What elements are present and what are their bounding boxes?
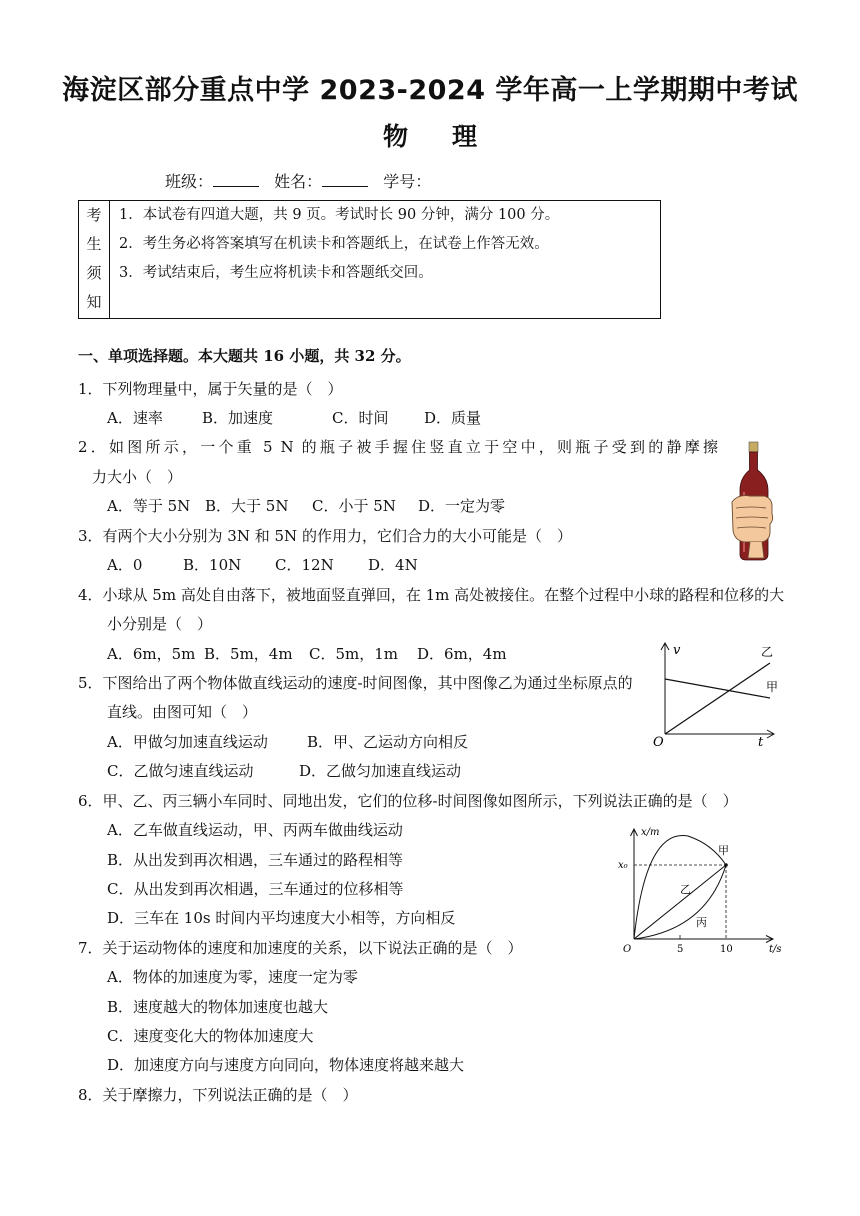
question-7-stem: 7．关于运动物体的速度和加速度的关系，以下说法正确的是（ ）	[78, 939, 523, 957]
velocity-time-graph	[648, 638, 782, 748]
t-axis-label: t/s	[769, 944, 782, 955]
wine-bottle-in-hand-icon	[724, 436, 784, 564]
notice-side-char: 考	[86, 206, 102, 224]
option-d[interactable]: D．三车在 10s 时间内平均速度大小相等，方向相反	[107, 909, 456, 927]
line-yi-label: 乙	[680, 883, 691, 896]
question-3-options	[107, 554, 418, 575]
v-axis-label: v	[673, 643, 681, 658]
exam-title: 海淀区部分重点中学 2023-2024 学年高一上学期期中考试	[62, 75, 798, 106]
question-2-stem-line2: 力大小（ ）	[92, 468, 183, 486]
notice-items	[119, 204, 559, 291]
question-5-options-row2	[107, 760, 461, 781]
name-label: 姓名：	[274, 172, 323, 191]
option-a[interactable]: A．甲做匀加速直线运动	[107, 733, 268, 751]
notice-side-char: 须	[86, 264, 102, 282]
option-c[interactable]: C．乙做匀速直线运动	[107, 762, 254, 780]
class-label: 班级：	[165, 172, 214, 191]
option-d[interactable]: D．质量	[424, 409, 482, 427]
question-4-stem-line1: 4．小球从 5m 高处自由落下，被地面竖直弹回，在 1m 高处被接住。在整个过程中小球的路程和位移的大	[78, 586, 785, 604]
origin-label: O	[653, 735, 664, 748]
line-jia-label: 甲	[766, 680, 779, 694]
option-d[interactable]: D．4N	[368, 556, 418, 574]
option-b[interactable]: B．大于 5N	[205, 497, 289, 515]
option-a[interactable]: A．等于 5N	[107, 497, 191, 515]
option-b[interactable]: B．速度越大的物体加速度也越大	[107, 998, 329, 1016]
option-c[interactable]: C．小于 5N	[312, 497, 396, 515]
student-info-line	[165, 169, 431, 192]
question-4-options	[107, 643, 507, 664]
question-3-stem: 3．有两个大小分别为 3N 和 5N 的作用力，它们合力的大小可能是（ ）	[78, 527, 572, 545]
name-blank[interactable]	[322, 172, 368, 187]
option-c[interactable]: C．速度变化大的物体加速度大	[107, 1027, 314, 1045]
notice-item: 2．考生务必将答案填写在机读卡和答题纸上，在试卷上作答无效。	[119, 236, 549, 252]
question-1-options	[107, 407, 481, 428]
option-b[interactable]: B．加速度	[202, 409, 274, 427]
exam-subject: 物理	[382, 122, 521, 151]
x0-label: x₀	[618, 860, 628, 871]
option-d[interactable]: D．乙做匀加速直线运动	[299, 762, 462, 780]
question-4-stem-line2: 小分别是（ ）	[107, 615, 213, 633]
curve-bing-label: 丙	[696, 916, 707, 929]
option-a[interactable]: A．物体的加速度为零，速度一定为零	[107, 968, 358, 986]
option-c[interactable]: C．时间	[332, 409, 389, 427]
option-a[interactable]: A．0	[107, 556, 143, 574]
origin-label: O	[623, 944, 632, 955]
option-a[interactable]: A．6m，5m	[107, 645, 196, 663]
notice-item: 1．本试卷有四道大题，共 9 页。考试时长 90 分钟，满分 100 分。	[119, 207, 560, 223]
option-a[interactable]: A．乙车做直线运动，甲、丙两车做曲线运动	[107, 821, 403, 839]
question-8-stem: 8．关于摩擦力，下列说法正确的是（ ）	[78, 1086, 358, 1104]
class-blank[interactable]	[213, 172, 259, 187]
option-d[interactable]: D．加速度方向与速度方向同向，物体速度将越来越大	[107, 1056, 465, 1074]
option-b[interactable]: B．10N	[183, 556, 242, 574]
question-6-stem: 6．甲、乙、丙三辆小车同时、同地出发，它们的位移-时间图像如图所示，下列说法正确的是（ ）	[78, 792, 738, 810]
section-heading: 一、单项选择题。本大题共 16 小题，共 32 分。	[78, 347, 411, 365]
notice-item: 3．考试结束后，考生应将机读卡和答题纸交回。	[119, 265, 433, 281]
question-5-stem-line1: 5．下图给出了两个物体做直线运动的速度-时间图像，其中图像乙为通过坐标原点的	[78, 674, 633, 692]
option-b[interactable]: B．5m，4m	[204, 645, 293, 663]
option-c[interactable]: C．12N	[275, 556, 334, 574]
option-c[interactable]: C．5m，1m	[309, 645, 399, 663]
t-axis-label: t	[758, 735, 764, 748]
x-axis-label: x/m	[641, 827, 660, 838]
tick-5-label: 5	[677, 944, 684, 955]
notice-side-char: 知	[86, 293, 102, 311]
option-b[interactable]: B．从出发到再次相遇，三车通过的路程相等	[107, 851, 404, 869]
option-b[interactable]: B．甲、乙运动方向相反	[307, 733, 469, 751]
tick-10-label: 10	[720, 944, 733, 955]
question-2-options	[107, 495, 505, 516]
option-c[interactable]: C．从出发到再次相遇，三车通过的位移相等	[107, 880, 404, 898]
option-d[interactable]: D．一定为零	[418, 497, 506, 515]
question-5-stem-line2: 直线。由图可知（ ）	[107, 703, 258, 721]
question-1-stem: 1．下列物理量中，属于矢量的是（ ）	[78, 380, 343, 398]
question-5-options-row1	[107, 731, 468, 752]
id-label: 学号：	[383, 172, 432, 191]
option-d[interactable]: D．6m，4m	[417, 645, 507, 663]
displacement-time-graph	[614, 822, 786, 960]
question-2-stem-line1: 2．如图所示，一个重 5 N 的瓶子被手握住竖直立于空中，则瓶子受到的静摩擦	[78, 438, 718, 456]
notice-side-label	[79, 201, 110, 318]
option-a[interactable]: A．速率	[107, 409, 163, 427]
line-yi-label: 乙	[761, 645, 774, 659]
notice-side-char: 生	[86, 235, 102, 253]
exam-notice-box	[78, 200, 661, 319]
curve-jia-label: 甲	[718, 844, 729, 857]
